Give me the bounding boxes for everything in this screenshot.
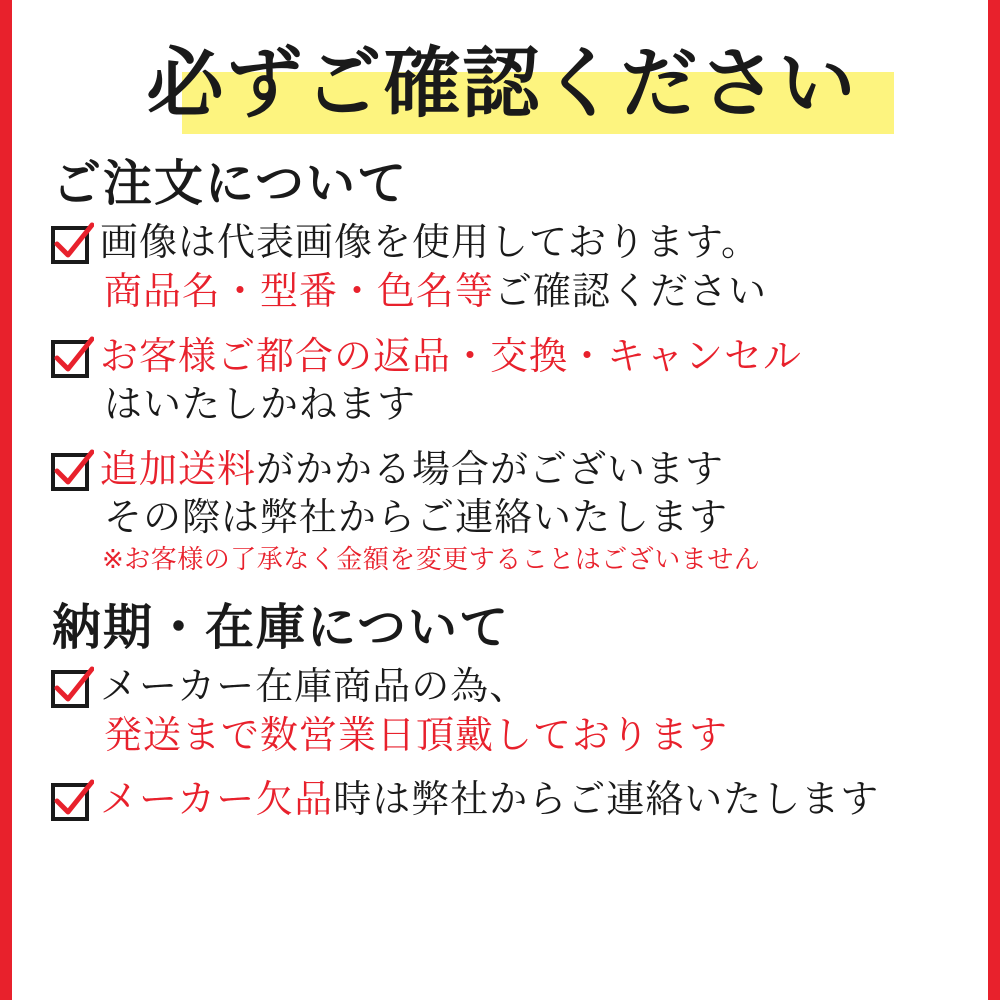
list-item xyxy=(50,332,962,429)
list-item-line: はいたしかねます xyxy=(104,382,417,427)
list-item-text xyxy=(100,445,962,578)
list-item-line: お客様ご都合の返品・交換・キャンセル xyxy=(100,333,803,378)
emphasis-red: メーカー欠品 xyxy=(100,777,334,822)
list-item-text xyxy=(100,775,962,824)
list-item xyxy=(50,445,962,578)
list-item-line: 発送まで数営業日頂戴しております xyxy=(104,712,729,757)
list-item-line: その際は弊社からご連絡いたします xyxy=(104,495,729,540)
list-item-line xyxy=(100,775,962,824)
checkbox-checked-icon xyxy=(50,666,94,710)
list-item-line: メーカー在庫商品の為、 xyxy=(100,664,529,709)
list-item xyxy=(50,218,962,315)
checkbox-checked-icon xyxy=(50,449,94,493)
list-item-line xyxy=(100,267,962,316)
checkbox-checked-icon xyxy=(50,779,94,823)
section-heading-delivery: 納期・在庫について xyxy=(52,598,511,656)
list-item-line xyxy=(100,445,962,494)
left-red-border xyxy=(0,0,12,1000)
emphasis-red: 追加送料 xyxy=(100,446,257,491)
checkbox-checked-icon xyxy=(50,336,94,380)
list-item-text xyxy=(100,218,962,315)
line-rest: がかかる場合がございます xyxy=(256,446,725,491)
line-rest: ご確認ください xyxy=(494,268,768,313)
right-red-border xyxy=(988,0,1000,1000)
checkbox-checked-icon xyxy=(50,222,94,266)
list-item-text xyxy=(100,662,962,759)
page-title-text: 必ずご確認ください xyxy=(146,40,858,129)
emphasis-red: 商品名・型番・色名等 xyxy=(104,268,495,313)
page-title xyxy=(42,30,962,148)
line-rest: 時は弊社からご連絡いたします xyxy=(333,777,880,822)
list-item xyxy=(50,662,962,759)
list-item-line: 画像は代表画像を使用しております。 xyxy=(100,220,760,265)
section-heading-orders: ご注文について xyxy=(52,155,409,212)
notice-content xyxy=(12,0,988,1000)
list-item xyxy=(50,775,962,824)
list-item-text xyxy=(100,332,962,429)
list-item-note: ※お客様の了承なく金額を変更することはございません xyxy=(102,545,761,576)
